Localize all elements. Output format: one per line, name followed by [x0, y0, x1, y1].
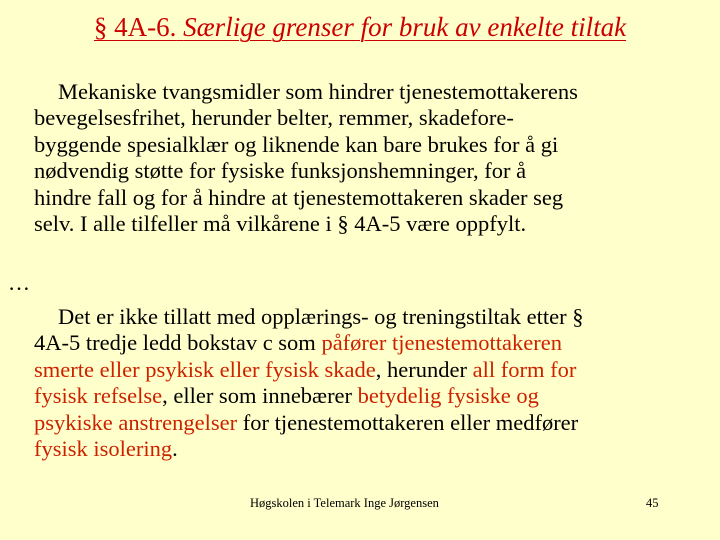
paragraph-line: bevegelsesfrihet, herunder belter, remmer, skadefore-	[34, 105, 514, 131]
text-run: , eller som innebærer	[162, 383, 358, 409]
ellipsis-marker: …	[8, 270, 30, 295]
paragraph-line	[34, 357, 714, 383]
page-number: 45	[646, 496, 659, 510]
paragraph-line	[34, 410, 714, 436]
title-text: Særlige grenser for bruk av enkelte tiltak	[183, 12, 627, 42]
text-run: Det er ikke tillatt med opplærings- og treningstiltak etter §	[58, 304, 584, 329]
paragraph-line: nødvendig støtte for fysiske funksjonshemninger, for å	[34, 158, 527, 184]
text-run: .	[172, 436, 178, 462]
paragraph-prohibited-measures	[34, 304, 714, 462]
text-run: 4A-5 tredje ledd bokstav c som	[34, 330, 322, 356]
paragraph-line: selv. I alle tilfeller må vilkårene i § 4A-5 være oppfylt.	[34, 211, 527, 237]
paragraph-line	[34, 330, 714, 356]
paragraph-line: hindre fall og for å hindre at tjenestemottakeren skader seg	[34, 184, 564, 210]
slide-title	[0, 12, 720, 43]
highlight-run: all form for	[472, 356, 577, 382]
text-run: for tjenestemottakeren eller medfører	[237, 409, 579, 435]
paragraph-line	[34, 436, 714, 462]
highlight-run: smerte eller psykisk eller fysisk skade	[34, 356, 376, 382]
text-run: , herunder	[375, 356, 473, 382]
paragraph-line: byggende spesialklær og liknende kan bare brukes for å gi	[34, 131, 559, 157]
highlight-run: fysisk refselse	[34, 383, 163, 409]
paragraph-mechanical-restraints	[34, 79, 714, 237]
highlight-run: psykiske anstrengelser	[34, 409, 238, 435]
highlight-run: påfører tjenestemottakeren	[321, 330, 562, 356]
title-section-number: § 4A-6.	[93, 12, 177, 42]
highlight-run: fysisk isolering	[34, 436, 173, 462]
paragraph-line: Mekaniske tvangsmidler som hindrer tjenestemottakerens	[58, 79, 578, 104]
footer-institution-author: Høgskolen i Telemark Inge Jørgensen	[250, 496, 439, 510]
paragraph-line	[34, 304, 714, 330]
paragraph-line	[34, 383, 714, 409]
highlight-run: betydelig fysiske og	[357, 383, 539, 409]
